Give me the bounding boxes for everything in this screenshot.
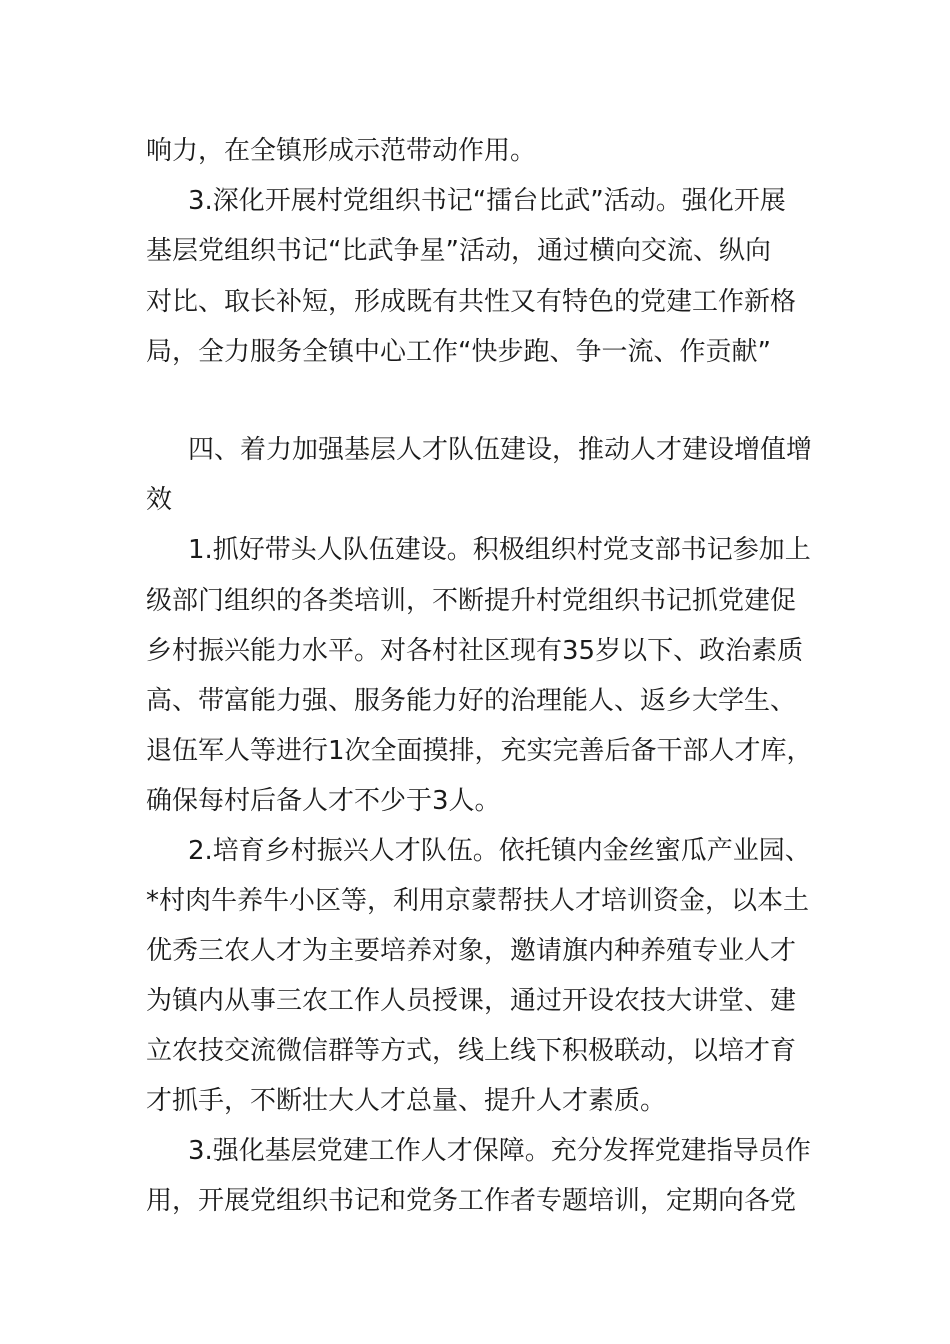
section-heading: 四、着力加强基层人才队伍建设，推动人才建设增值增 [188,435,813,465]
text-line: 为镇内从事三农工作人员授课，通过开设农技大讲堂、建 [146,986,797,1016]
paragraph-first-line: 2.培育乡村振兴人才队伍。依托镇内金丝蜜瓜产业园、 [188,836,811,866]
text-line: 立农技交流微信群等方式，线上线下积极联动，以培才育 [146,1036,797,1066]
text-line: 才抓手，不断壮大人才总量、提升人才素质。 [146,1086,667,1116]
text-line: 局，全力服务全镇中心工作“快步跑、争一流、作贡献” [146,337,771,367]
text-line: 乡村振兴能力水平。对各村社区现有35岁以下、政治素质 [146,636,804,666]
paragraph-first-line: 1.抓好带头人队伍建设。积极组织村党支部书记参加上 [188,535,811,565]
text-line: 对比、取长补短，形成既有共性又有特色的党建工作新格 [146,287,797,317]
paragraph-first-line: 3.强化基层党建工作人才保障。充分发挥党建指导员作 [188,1136,811,1166]
text-line: 基层党组织书记“比武争星”活动，通过横向交流、纵向 [146,236,771,266]
text-line: 退伍军人等进行1次全面摸排，充实完善后备干部人才库， [146,736,813,766]
text-line: 高、带富能力强、服务能力好的治理能人、返乡大学生、 [146,686,797,716]
text-line: 确保每村后备人才不少于3人。 [146,786,501,816]
text-line: 级部门组织的各类培训，不断提升村党组织书记抓党建促 [146,586,797,616]
text-line: 用，开展党组织书记和党务工作者专题培训，定期向各党 [146,1186,797,1216]
text-line: *村肉牛养牛小区等，利用京蒙帮扶人才培训资金，以本土 [146,886,810,916]
text-line: 优秀三农人才为主要培养对象，邀请旗内种养殖专业人才 [146,936,797,966]
paragraph-first-line: 3.深化开展村党组织书记“擂台比武”活动。强化开展 [188,186,786,216]
section-heading-continuation: 效 [146,485,173,515]
text-line: 响力，在全镇形成示范带动作用。 [146,136,537,166]
